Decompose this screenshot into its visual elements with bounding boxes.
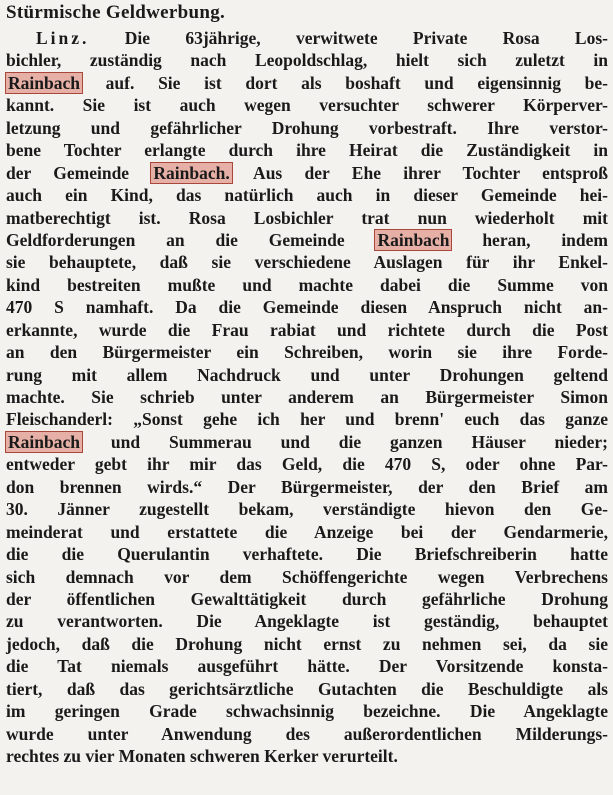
text-line	[6, 745, 608, 767]
text-line	[6, 184, 608, 206]
text-line	[6, 655, 608, 677]
text-line	[6, 341, 608, 363]
text-segment: Aus der Ehe ihrer Tochter entsproß	[231, 162, 608, 183]
highlighted-term: Rainbach	[377, 229, 450, 250]
text-line	[6, 633, 608, 655]
text-line	[6, 431, 608, 453]
article-title: Stürmische Geldwerbung.	[6, 2, 226, 23]
text-line	[6, 117, 608, 139]
text-segment: bene Tochter erlangte durch ihre Heirat die Zuständigkeit in	[6, 140, 608, 161]
text-segment: auch ein Kind, das natürlich auch in dieser Gemeinde hei-	[6, 185, 608, 206]
highlighted-term: Rainbach	[8, 72, 80, 93]
text-line	[6, 588, 608, 610]
text-segment: auf. Sie ist dort als boshaft und eigensinnig be-	[81, 72, 608, 93]
text-segment: bichler, zuständig nach Leopoldschlag, hielt sich zuletzt in	[6, 50, 608, 71]
text-segment: jedoch, daß die Drohung nicht ernst zu nehmen sei, da sie	[6, 633, 608, 654]
text-line	[6, 94, 608, 116]
text-segment: sich demnach vor dem Schöffengerichte wegen Verbrechens	[6, 566, 608, 587]
text-line	[6, 453, 608, 475]
text-segment: letzung und gefährlicher Drohung vorbestraft. Ihre verstor-	[6, 117, 608, 138]
text-line	[6, 229, 608, 251]
text-segment: die die Querulantin verhaftete. Die Briefschreiberin hatte	[6, 544, 608, 565]
text-segment: 470 S namhaft. Da die Gemeinde diesen Anspruch nicht an-	[6, 297, 608, 318]
text-line	[6, 476, 608, 498]
highlighted-term: Rainbach.	[153, 162, 230, 183]
text-segment: meinderat und erstattete die Anzeige bei der Gendarmerie,	[6, 521, 608, 542]
text-segment: kannt. Sie ist auch wegen versuchter schwerer Körperver-	[6, 95, 608, 116]
text-segment: rechtes zu vier Monaten schweren Kerker verurteilt.	[6, 746, 398, 766]
dateline: Linz.	[36, 28, 90, 48]
text-line	[6, 162, 608, 184]
text-line	[6, 543, 608, 565]
text-segment: matberechtigt ist. Rosa Losbichler trat nun wiederholt mit	[6, 207, 608, 228]
text-segment: Die 63jährige, verwitwete Private Rosa Los-	[89, 28, 608, 48]
text-segment: heran, indem	[451, 229, 608, 250]
text-line	[6, 610, 608, 632]
text-line	[6, 408, 608, 430]
text-segment: rung mit allem Nachdruck und unter Drohungen geltend	[6, 364, 608, 385]
text-segment: sie behauptete, daß sie verschiedene Auslagen für ihr Enkel-	[6, 252, 608, 273]
text-line	[6, 274, 608, 296]
text-segment: wurde unter Anwendung des außerordentlichen Milderungs-	[6, 723, 608, 744]
text-line	[6, 27, 608, 49]
text-line	[6, 72, 608, 94]
text-segment: Geldforderungen an die Gemeinde	[6, 229, 376, 250]
text-segment: und Summerau und die ganzen Häuser nieder;	[81, 431, 608, 452]
text-segment: machte. Sie schrieb unter anderem an Bürgermeister Simon	[6, 387, 608, 407]
text-segment: an den Bürgermeister ein Schreiben, worin sie ihre Forde-	[6, 342, 608, 363]
text-line	[6, 251, 608, 273]
highlighted-term: Rainbach	[8, 431, 80, 452]
text-line	[6, 386, 608, 408]
text-segment: 30. Jänner zugestellt bekam, verständigte hievon den Ge-	[6, 499, 608, 520]
text-line	[6, 296, 608, 318]
text-line	[6, 723, 608, 745]
text-segment: der öffentlichen Gewalttätigkeit durch gefährliche Drohung	[6, 588, 608, 609]
text-line	[6, 521, 608, 543]
text-line	[6, 364, 608, 386]
text-segment: Fleischanderl: „Sonst gehe ich her und brenn' euch das ganze	[6, 409, 608, 430]
text-line	[6, 319, 608, 341]
text-segment: zu verantworten. Die Angeklagte ist geständig, behauptet	[6, 611, 608, 632]
text-line	[6, 207, 608, 229]
text-segment: die Tat niemals ausgeführt hätte. Der Vorsitzende konsta-	[6, 656, 608, 677]
text-segment: erkannte, wurde die Frau rabiat und richtete durch die Post	[6, 319, 608, 340]
text-segment: tiert, daß das gerichtsärztliche Gutachten die Beschuldigte als	[6, 678, 608, 699]
article-body	[6, 27, 608, 767]
text-line	[6, 700, 608, 722]
text-segment: entweder gebt ihr mir das Geld, die 470 S, oder ohne Par-	[6, 454, 608, 475]
text-line	[6, 49, 608, 71]
text-segment: der Gemeinde	[6, 162, 152, 183]
text-line	[6, 678, 608, 700]
text-line	[6, 498, 608, 520]
text-segment: don brennen wirds.“ Der Bürgermeister, der den Brief am	[6, 476, 608, 497]
text-segment: im geringen Grade schwachsinnig bezeichne. Die Angeklagte	[6, 701, 608, 722]
text-line	[6, 139, 608, 161]
text-line	[6, 566, 608, 588]
text-segment: kind bestreiten mußte und machte dabei die Summe von	[6, 274, 608, 295]
